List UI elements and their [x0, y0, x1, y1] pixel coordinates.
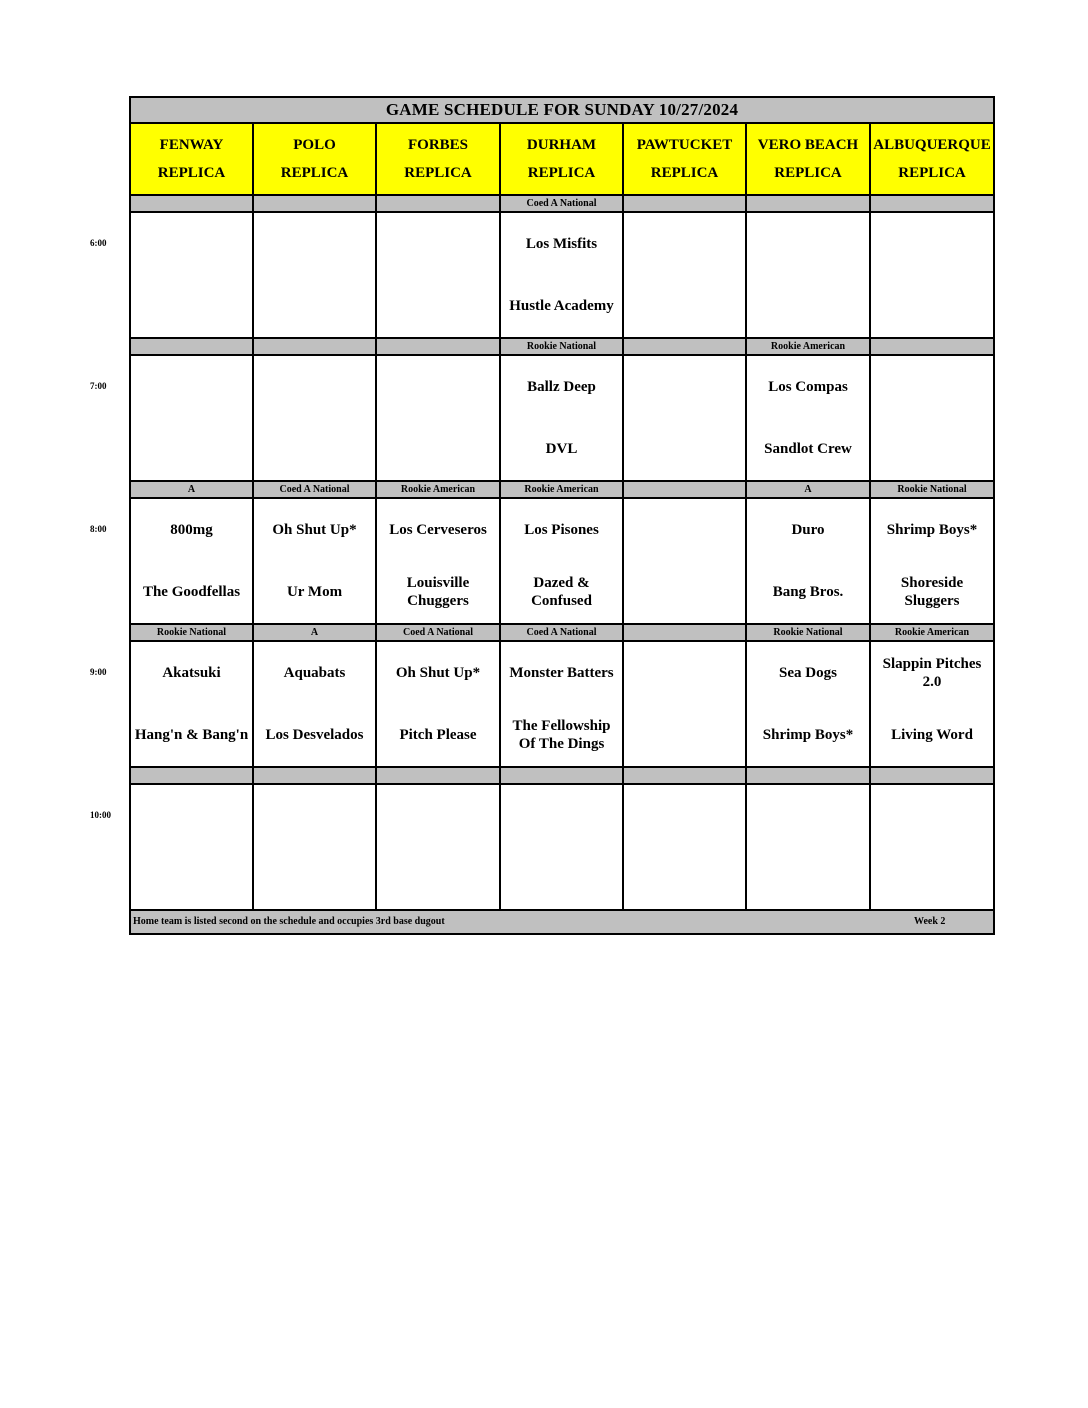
away-team: Ballz Deep [527, 379, 596, 395]
game-cell [623, 784, 746, 910]
time-label: 10:00 [90, 810, 111, 820]
home-team [131, 847, 252, 909]
game-cell [500, 641, 623, 767]
venue-header [376, 123, 500, 195]
away-team [131, 213, 252, 275]
away-team: Los Misfits [525, 236, 598, 252]
game-cell [746, 641, 870, 767]
home-team: Bang Bros. [772, 584, 844, 600]
away-team [871, 213, 993, 275]
game-row [130, 355, 994, 481]
game-cell [253, 498, 376, 624]
venue-name: VERO BEACH [757, 137, 859, 153]
division-label: Coed A National [376, 624, 500, 641]
division-row [130, 481, 994, 498]
game-cell [130, 355, 253, 481]
venue-name: FORBES [407, 137, 468, 153]
game-row [130, 784, 994, 910]
away-team [254, 785, 375, 847]
matchup [131, 213, 252, 337]
venue-subtitle: REPLICA [774, 165, 842, 181]
away-team [871, 356, 993, 418]
away-team [624, 499, 745, 561]
division-label [870, 195, 994, 212]
time-label: 9:00 [90, 667, 107, 677]
division-label: Rookie National [130, 624, 253, 641]
division-label [130, 338, 253, 355]
game-cell [130, 784, 253, 910]
venue-header [253, 123, 376, 195]
venue-header [130, 123, 253, 195]
away-team: Los Pisones [524, 522, 599, 538]
home-team: Shoreside Sluggers [900, 575, 964, 609]
game-cell [623, 498, 746, 624]
game-cell [746, 498, 870, 624]
game-cell [130, 498, 253, 624]
game-cell [253, 641, 376, 767]
away-team: 800mg [170, 522, 213, 538]
away-team: Oh Shut Up* [395, 665, 481, 681]
away-team [377, 213, 499, 275]
division-label: Rookie American [500, 481, 623, 498]
division-label [623, 195, 746, 212]
home-team: Sandlot Crew [764, 441, 852, 457]
game-row [130, 641, 994, 767]
away-team [624, 785, 745, 847]
game-cell [500, 498, 623, 624]
home-team: Hustle Academy [509, 298, 614, 314]
matchup [501, 213, 622, 337]
matchup [131, 499, 252, 623]
division-label: Coed A National [253, 481, 376, 498]
matchup [377, 213, 499, 337]
division-row [130, 767, 994, 784]
matchup [501, 785, 622, 909]
division-label: A [130, 481, 253, 498]
matchup [131, 785, 252, 909]
home-team: Hang'n & Bang'n [134, 727, 249, 743]
home-team [254, 275, 375, 337]
venue-header [870, 123, 994, 195]
away-team [254, 356, 375, 418]
division-row [130, 338, 994, 355]
away-team: Slappin Pitches 2.0 [882, 656, 982, 690]
game-cell [130, 641, 253, 767]
away-team [254, 213, 375, 275]
matchup [747, 785, 869, 909]
week-label: Week 2 [914, 916, 946, 927]
game-cell [870, 212, 994, 338]
venue-name: ALBUQUERQUE [873, 137, 991, 153]
game-cell [376, 355, 500, 481]
division-label [623, 624, 746, 641]
game-cell [253, 355, 376, 481]
home-team: The Goodfellas [142, 584, 241, 600]
venue-header-row [130, 123, 994, 195]
division-label: Rookie American [746, 338, 870, 355]
matchup [747, 213, 869, 337]
game-cell [623, 641, 746, 767]
away-team: Los Compas [768, 379, 848, 395]
division-label [376, 767, 500, 784]
game-row [130, 212, 994, 338]
home-team: DVL [545, 441, 578, 457]
division-label: Rookie American [870, 624, 994, 641]
home-team: Ur Mom [286, 584, 343, 600]
division-label: Rookie American [376, 481, 500, 498]
venue-subtitle: REPLICA [898, 165, 966, 181]
venue-subtitle: REPLICA [527, 165, 596, 181]
division-label [623, 338, 746, 355]
division-label: Coed A National [500, 624, 623, 641]
game-cell [376, 641, 500, 767]
division-label [376, 195, 500, 212]
division-label [746, 195, 870, 212]
away-team [871, 785, 993, 847]
matchup [624, 213, 745, 337]
division-label [500, 767, 623, 784]
division-label: Rookie National [870, 481, 994, 498]
home-team: Los Desvelados [265, 727, 364, 743]
matchup [501, 642, 622, 766]
home-team [254, 847, 375, 909]
matchup [624, 356, 745, 480]
away-team: Monster Batters [509, 665, 614, 681]
division-label: Coed A National [500, 195, 623, 212]
home-team [377, 847, 499, 909]
home-team [871, 275, 993, 337]
footer-note: Home team is listed second on the schedule and occupies 3rd base dugout [133, 916, 445, 927]
home-team [624, 275, 745, 337]
away-team: Akatsuki [162, 665, 221, 681]
division-label [253, 195, 376, 212]
game-cell [500, 784, 623, 910]
division-label [253, 767, 376, 784]
division-label [870, 767, 994, 784]
matchup [747, 499, 869, 623]
game-cell [623, 355, 746, 481]
matchup [131, 642, 252, 766]
game-cell [870, 641, 994, 767]
game-cell [746, 784, 870, 910]
matchup [871, 499, 993, 623]
division-row [130, 624, 994, 641]
home-team: The Fellowship Of The Dings [512, 718, 611, 752]
matchup [624, 499, 745, 623]
venue-subtitle: REPLICA [280, 165, 349, 181]
division-label: Rookie National [500, 338, 623, 355]
home-team: Shrimp Boys* [762, 727, 854, 743]
division-label [130, 767, 253, 784]
division-label [623, 767, 746, 784]
home-team [624, 704, 745, 766]
game-cell [870, 498, 994, 624]
matchup [747, 356, 869, 480]
matchup [377, 642, 499, 766]
matchup [747, 642, 869, 766]
away-team [624, 213, 745, 275]
division-label [870, 338, 994, 355]
home-team: Pitch Please [399, 727, 477, 743]
away-team [131, 785, 252, 847]
home-team: Dazed & Confused [531, 575, 592, 609]
home-team [254, 418, 375, 480]
game-cell [746, 355, 870, 481]
away-team: Aquabats [283, 665, 346, 681]
game-cell [870, 355, 994, 481]
away-team [747, 213, 869, 275]
matchup [501, 356, 622, 480]
home-team: Louisville Chuggers [406, 575, 470, 609]
matchup [871, 213, 993, 337]
division-label: A [253, 624, 376, 641]
away-team: Sea Dogs [779, 665, 837, 681]
venue-header [500, 123, 623, 195]
venue-subtitle: REPLICA [650, 165, 719, 181]
game-cell [376, 784, 500, 910]
game-cell [253, 784, 376, 910]
division-label [253, 338, 376, 355]
home-team [624, 418, 745, 480]
venue-name: FENWAY [159, 137, 224, 153]
matchup [254, 642, 375, 766]
game-cell [253, 212, 376, 338]
division-label [376, 338, 500, 355]
division-label: A [746, 481, 870, 498]
division-row [130, 195, 994, 212]
game-cell [870, 784, 994, 910]
matchup [377, 356, 499, 480]
away-team: Shrimp Boys* [886, 522, 978, 538]
venue-header [623, 123, 746, 195]
home-team [871, 418, 993, 480]
away-team [747, 785, 869, 847]
time-label: 7:00 [90, 381, 107, 391]
matchup [377, 785, 499, 909]
time-label: 6:00 [90, 238, 107, 248]
game-cell [500, 212, 623, 338]
footer-row [130, 910, 994, 934]
home-team [747, 847, 869, 909]
matchup [624, 785, 745, 909]
matchup [377, 499, 499, 623]
venue-name: DURHAM [526, 137, 597, 153]
venue-name: POLO [293, 137, 336, 153]
matchup [624, 642, 745, 766]
matchup [871, 642, 993, 766]
division-label: Rookie National [746, 624, 870, 641]
game-cell [746, 212, 870, 338]
home-team [624, 847, 745, 909]
matchup [131, 356, 252, 480]
game-cell [500, 355, 623, 481]
away-team [501, 785, 622, 847]
home-team [131, 275, 252, 337]
home-team [871, 847, 993, 909]
away-team [377, 356, 499, 418]
schedule-title: GAME SCHEDULE FOR SUNDAY 10/27/2024 [130, 97, 994, 123]
game-cell [376, 212, 500, 338]
matchup [254, 356, 375, 480]
matchup [254, 499, 375, 623]
matchup [254, 785, 375, 909]
home-team [501, 847, 622, 909]
game-cell [623, 212, 746, 338]
game-row [130, 498, 994, 624]
home-team [377, 418, 499, 480]
schedule-table [129, 96, 995, 935]
home-team: Living Word [891, 727, 973, 743]
home-team [131, 418, 252, 480]
away-team: Los Cerveseros [389, 522, 487, 538]
division-label [746, 767, 870, 784]
away-team: Oh Shut Up* [272, 522, 357, 538]
division-label [623, 481, 746, 498]
schedule-sheet [129, 96, 993, 935]
matchup [871, 785, 993, 909]
venue-header [746, 123, 870, 195]
venue-subtitle: REPLICA [157, 165, 226, 181]
game-cell [130, 212, 253, 338]
home-team [624, 561, 745, 623]
home-team [747, 275, 869, 337]
venue-subtitle: REPLICA [404, 165, 472, 181]
matchup [501, 499, 622, 623]
away-team [377, 785, 499, 847]
footer-cell [130, 910, 994, 934]
away-team [624, 356, 745, 418]
away-team: Duro [791, 522, 825, 538]
away-team [624, 642, 745, 704]
title-row [130, 97, 994, 123]
game-cell [376, 498, 500, 624]
time-label: 8:00 [90, 524, 107, 534]
matchup [871, 356, 993, 480]
home-team [377, 275, 499, 337]
division-label [130, 195, 253, 212]
matchup [254, 213, 375, 337]
venue-name: PAWTUCKET [636, 137, 733, 153]
away-team [131, 356, 252, 418]
